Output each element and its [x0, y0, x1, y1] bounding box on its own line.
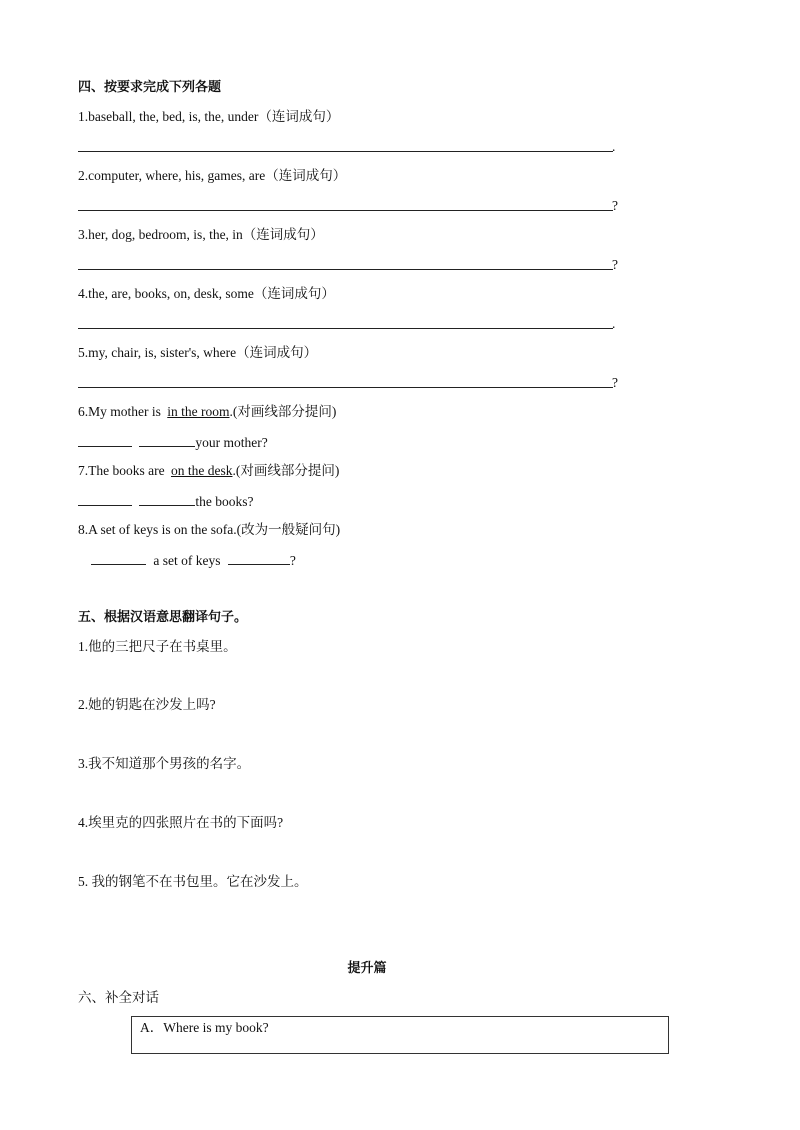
question-4: 4.the, are, books, on, desk, some（连词成句） — [78, 286, 335, 301]
answer-8-end: ? — [289, 553, 296, 568]
q6-suffix: .(对画线部分提问) — [229, 404, 337, 419]
q7-suffix: .(对画线部分提问) — [232, 463, 340, 478]
answer-7-tail: the books? — [195, 494, 254, 509]
q6-underlined: in the room — [167, 404, 230, 419]
q6-prefix: 6.My mother is — [78, 404, 165, 419]
question-5: 5.my, chair, is, sister's, where（连词成句） — [78, 345, 318, 360]
answer-7 — [78, 491, 254, 511]
question-8: 8.A set of keys is on the sofa.(改为一般疑问句) — [78, 522, 341, 537]
blank-7b[interactable] — [139, 491, 195, 506]
translation-2: 2.她的钥匙在沙发上吗? — [78, 697, 216, 712]
answer-end-2: ? — [612, 198, 618, 213]
section5-heading: 五、根据汉语意思翻译句子。 — [78, 610, 248, 625]
answer-end-3: ? — [612, 257, 618, 272]
dialog-line-a: A．Where is my book? — [140, 1020, 269, 1035]
answer-line-5[interactable] — [78, 387, 613, 388]
translation-3: 3.我不知道那个男孩的名字。 — [78, 756, 251, 771]
answer-line-2[interactable] — [78, 210, 613, 211]
translation-1: 1.他的三把尺子在书桌里。 — [78, 639, 237, 654]
blank-8b[interactable] — [228, 550, 290, 565]
q7-prefix: 7.The books are — [78, 463, 168, 478]
q7-underlined: on the desk — [170, 463, 233, 478]
answer-6 — [78, 432, 268, 452]
question-2: 2.computer, where, his, games, are（连词成句） — [78, 168, 347, 183]
answer-8 — [91, 550, 296, 570]
translation-5: 5. 我的钢笔不在书包里。它在沙发上。 — [78, 874, 308, 889]
blank-7a[interactable] — [78, 491, 132, 506]
question-1: 1.baseball, the, bed, is, the, under（连词成句） — [78, 109, 340, 124]
answer-line-4[interactable] — [78, 328, 613, 329]
question-3: 3.her, dog, bedroom, is, the, in（连词成句） — [78, 227, 324, 242]
blank-6b[interactable] — [139, 432, 195, 447]
answer-line-1[interactable] — [78, 151, 613, 152]
question-6 — [78, 403, 336, 421]
answer-6-tail: your mother? — [195, 435, 268, 450]
section4-heading: 四、按要求完成下列各题 — [78, 80, 222, 95]
answer-end-1: . — [612, 139, 616, 154]
blank-6a[interactable] — [78, 432, 132, 447]
answer-end-5: ? — [612, 375, 618, 390]
answer-line-3[interactable] — [78, 269, 613, 270]
blank-8a[interactable] — [91, 550, 146, 565]
answer-end-4: . — [612, 316, 616, 331]
dialog-box — [131, 1016, 669, 1054]
advanced-title: 提升篇 — [347, 961, 387, 976]
translation-4: 4.埃里克的四张照片在书的下面吗? — [78, 815, 284, 830]
question-7 — [78, 462, 339, 480]
section6-heading: 六、补全对话 — [78, 990, 159, 1005]
answer-8-mid: a set of keys — [153, 553, 221, 568]
